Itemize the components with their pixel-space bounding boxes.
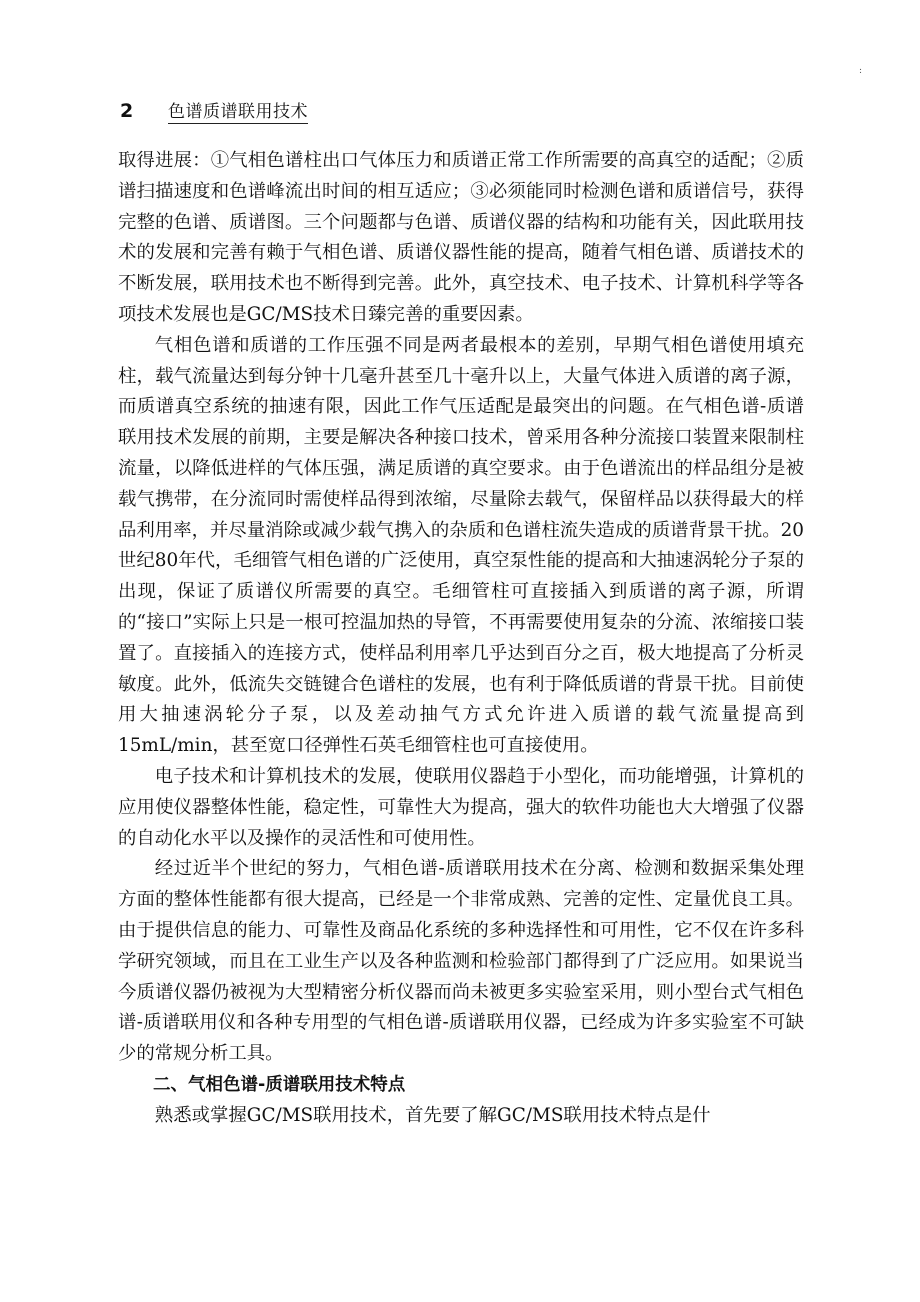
page-header — [120, 100, 308, 130]
page-number: 2 — [120, 100, 134, 122]
section-heading: 二、气相色谱-质谱联用技术特点 — [153, 1074, 406, 1095]
scan-artifact-mark: : — [859, 66, 863, 76]
paragraph-gcms-features-intro: 熟悉或掌握GC/MS联用技术，首先要了解GC/MS联用技术特点是什 — [154, 1104, 711, 1126]
paragraph-continuation: 取得进展：①气相色谱柱出口气体压力和质谱正常工作所需要的高真空的适配；②质谱扫描速度和色谱峰流出时间的相互适应；③必须能同时检测色谱和质谱信号，获得完整的色谱、质谱图。三个问题都与色谱、质谱仪器的结构和功能有关，因此联用技术的发展和完善有赖于气相色谱、质谱仪器性能的提高，随着气相色谱、质谱技术的不断发展，联用技术也不断得到完善。此外，真空技术、电子技术、计算机科学等各项技术发展也是GC/MS技术日臻完善的重要因素。 — [118, 150, 804, 325]
paragraph-half-century-progress: 经过近半个世纪的努力，气相色谱-质谱联用技术在分离、检测和数据采集处理方面的整体性能都有很大提高，已经是一个非常成熟、完善的定性、定量优良工具。由于提供信息的能力、可靠性及商品化系统的多种选择性和可用性，它不仅在许多科学研究领域，而且在工业生产以及各种监测和检验部门都得到了广泛应用。如果说当今质谱仪器仍被视为大型精密分析仪器而尚未被更多实验室采用，则小型台式气相色谱-质谱联用仪和各种专用型的气相色谱-质谱联用仪器，已经成为许多实验室不可缺少的常规分析工具。 — [118, 858, 804, 1065]
page-body — [118, 146, 804, 1132]
running-title: 色谱质谱联用技术 — [168, 102, 308, 122]
paragraph-pressure-difference: 气相色谱和质谱的工作压强不同是两者最根本的差别，早期气相色谱使用填充柱，载气流量达到每分钟十几毫升甚至几十毫升以上，大量气体进入质谱的离子源，而质谱真空系统的抽速有限，因此工作气压适配是最突出的问题。在气相色谱-质谱联用技术发展的前期，主要是解决各种接口技术，曾采用各种分流接口装置来限制柱流量，以降低进样的气体压强，满足质谱的真空要求。由于色谱流出的样品组分是被载气携带，在分流同时需使样品得到浓缩，尽量除去载气，保留样品以获得最大的样品利用率，并尽量消除或减少载气携入的杂质和色谱柱流失造成的质谱背景干扰。20世纪80年代，毛细管气相色谱的广泛使用，真空泵性能的提高和大抽速涡轮分子泵的出现，保证了质谱仪所需要的真空。毛细管柱可直接插入到质谱的离子源，所谓的“接口”实际上只是一根可控温加热的导管，不再需要使用复杂的分流、浓缩接口装置了。直接插入的连接方式，使样品利用率几乎达到百分之百，极大地提高了分析灵敏度。此外，低流失交链键合色谱柱的发展，也有利于降低质谱的背景干扰。目前使用大抽速涡轮分子泵，以及差动抽气方式允许进入质谱的载气流量提高到15mL/min，甚至宽口径弹性石英毛细管柱也可直接使用。 — [118, 334, 804, 757]
paragraph-electronics-computers: 电子技术和计算机技术的发展，使联用仪器趋于小型化，而功能增强，计算机的应用使仪器整体性能，稳定性，可靠性大为提高，强大的软件功能也大大增强了仪器的自动化水平以及操作的灵活性和可使用性。 — [118, 765, 804, 849]
